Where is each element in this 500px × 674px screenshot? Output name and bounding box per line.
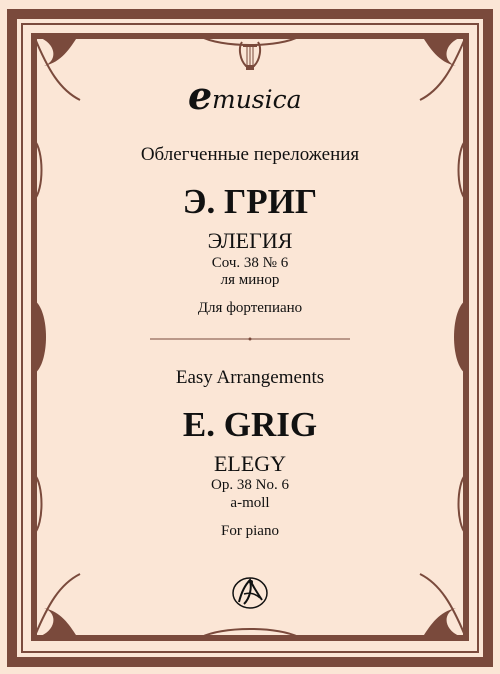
en-title: ELEGY — [213, 451, 287, 476]
en-series: Easy Arrangements — [175, 367, 325, 388]
ru-composer: Э. ГРИГ — [182, 182, 318, 221]
ru-opus: Соч. 38 № 6 — [211, 255, 289, 271]
brand-logo — [188, 73, 318, 118]
ru-key: ля минор — [220, 272, 280, 288]
brand-word: musica — [212, 85, 302, 114]
ru-instrument: Для фортепиано — [197, 300, 303, 316]
brand-initial: e — [188, 73, 213, 118]
en-instrument: For piano — [221, 523, 279, 539]
ru-series: Облегченные переложения — [140, 144, 360, 165]
section-divider — [150, 337, 350, 341]
publisher-emblem-icon — [230, 572, 270, 612]
en-composer: E. GRIG — [182, 405, 318, 444]
lyre-icon — [236, 38, 264, 74]
en-key: a-moll — [230, 495, 270, 511]
en-opus: Op. 38 No. 6 — [211, 477, 289, 493]
ru-title: ЭЛЕГИЯ — [207, 228, 293, 253]
